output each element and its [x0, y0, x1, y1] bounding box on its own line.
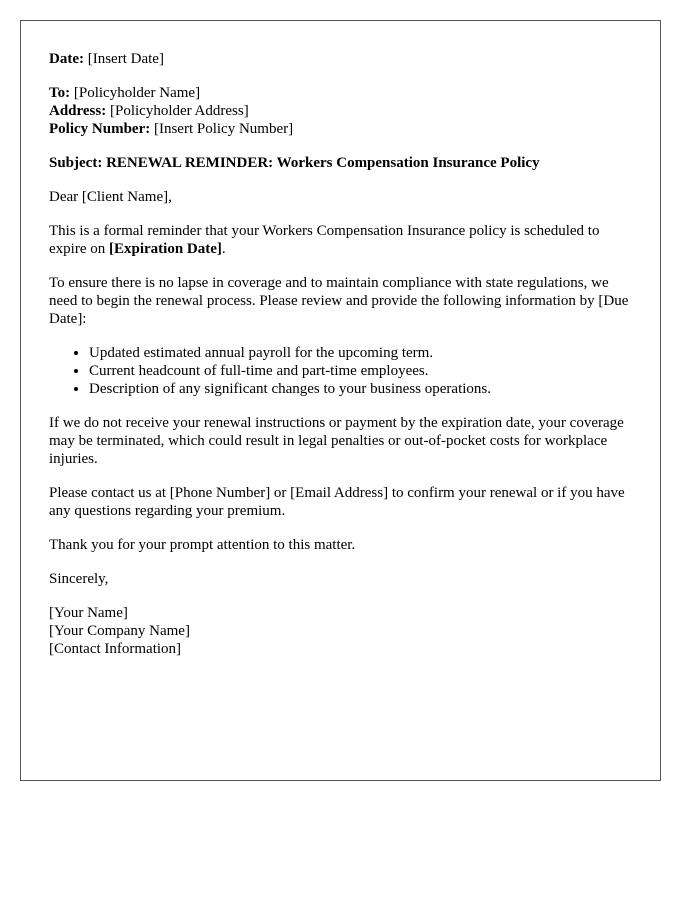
salutation: Dear [Client Name], [49, 189, 172, 205]
policy-number-label: Policy Number: [49, 121, 151, 137]
to-label: To: [49, 85, 71, 101]
warning-paragraph: If we do not receive your renewal instructions or payment by the expiration date, your coverage may be terminated, which could result in legal penalties or out-of-pocket costs for workplace injuries. [49, 415, 624, 467]
recipient-block [49, 84, 632, 138]
letter-page [20, 20, 661, 781]
contact-paragraph: Please contact us at [Phone Number] or [Email Address] to confirm your renewal or if you have any questions regarding your premium. [49, 485, 625, 519]
date-line [49, 50, 632, 68]
thanks-paragraph: Thank you for your prompt attention to this matter. [49, 537, 356, 553]
address-line [49, 102, 632, 120]
signature-contact: [Contact Information] [49, 641, 182, 657]
list-item: • Description of any significant changes to your business operations. [89, 380, 632, 398]
list-item: • Updated estimated annual payroll for the upcoming term. [89, 344, 632, 362]
signature-block [49, 604, 632, 658]
signature-company: [Your Company Name] [49, 623, 190, 639]
date-label: Date: [49, 51, 84, 67]
intro-text: This is a formal reminder that your Workers Compensation Insurance policy is scheduled to expire on [49, 223, 600, 257]
date-value: [Insert Date] [87, 51, 164, 67]
requirements-list [49, 344, 632, 398]
expiration-date: [Expiration Date] [108, 241, 222, 257]
signature-name: [Your Name] [49, 605, 128, 621]
ensure-paragraph: To ensure there is no lapse in coverage and to maintain compliance with state regulations, we need to begin the renewal process. Please review and provide the following information by [Due Date]: [49, 275, 629, 327]
subject-line: Subject: RENEWAL REMINDER: Workers Compensation Insurance Policy [49, 155, 540, 171]
policy-number-value: [Insert Policy Number] [153, 121, 294, 137]
to-line [49, 84, 632, 102]
policy-number-line [49, 120, 632, 138]
to-value: [Policyholder Name] [73, 85, 201, 101]
closing: Sincerely, [49, 571, 109, 587]
address-label: Address: [49, 103, 107, 119]
intro-paragraph [49, 222, 632, 258]
address-value: [Policyholder Address] [109, 103, 249, 119]
intro-end: . [221, 241, 226, 257]
list-item: • Current headcount of full-time and part-time employees. [89, 362, 632, 380]
